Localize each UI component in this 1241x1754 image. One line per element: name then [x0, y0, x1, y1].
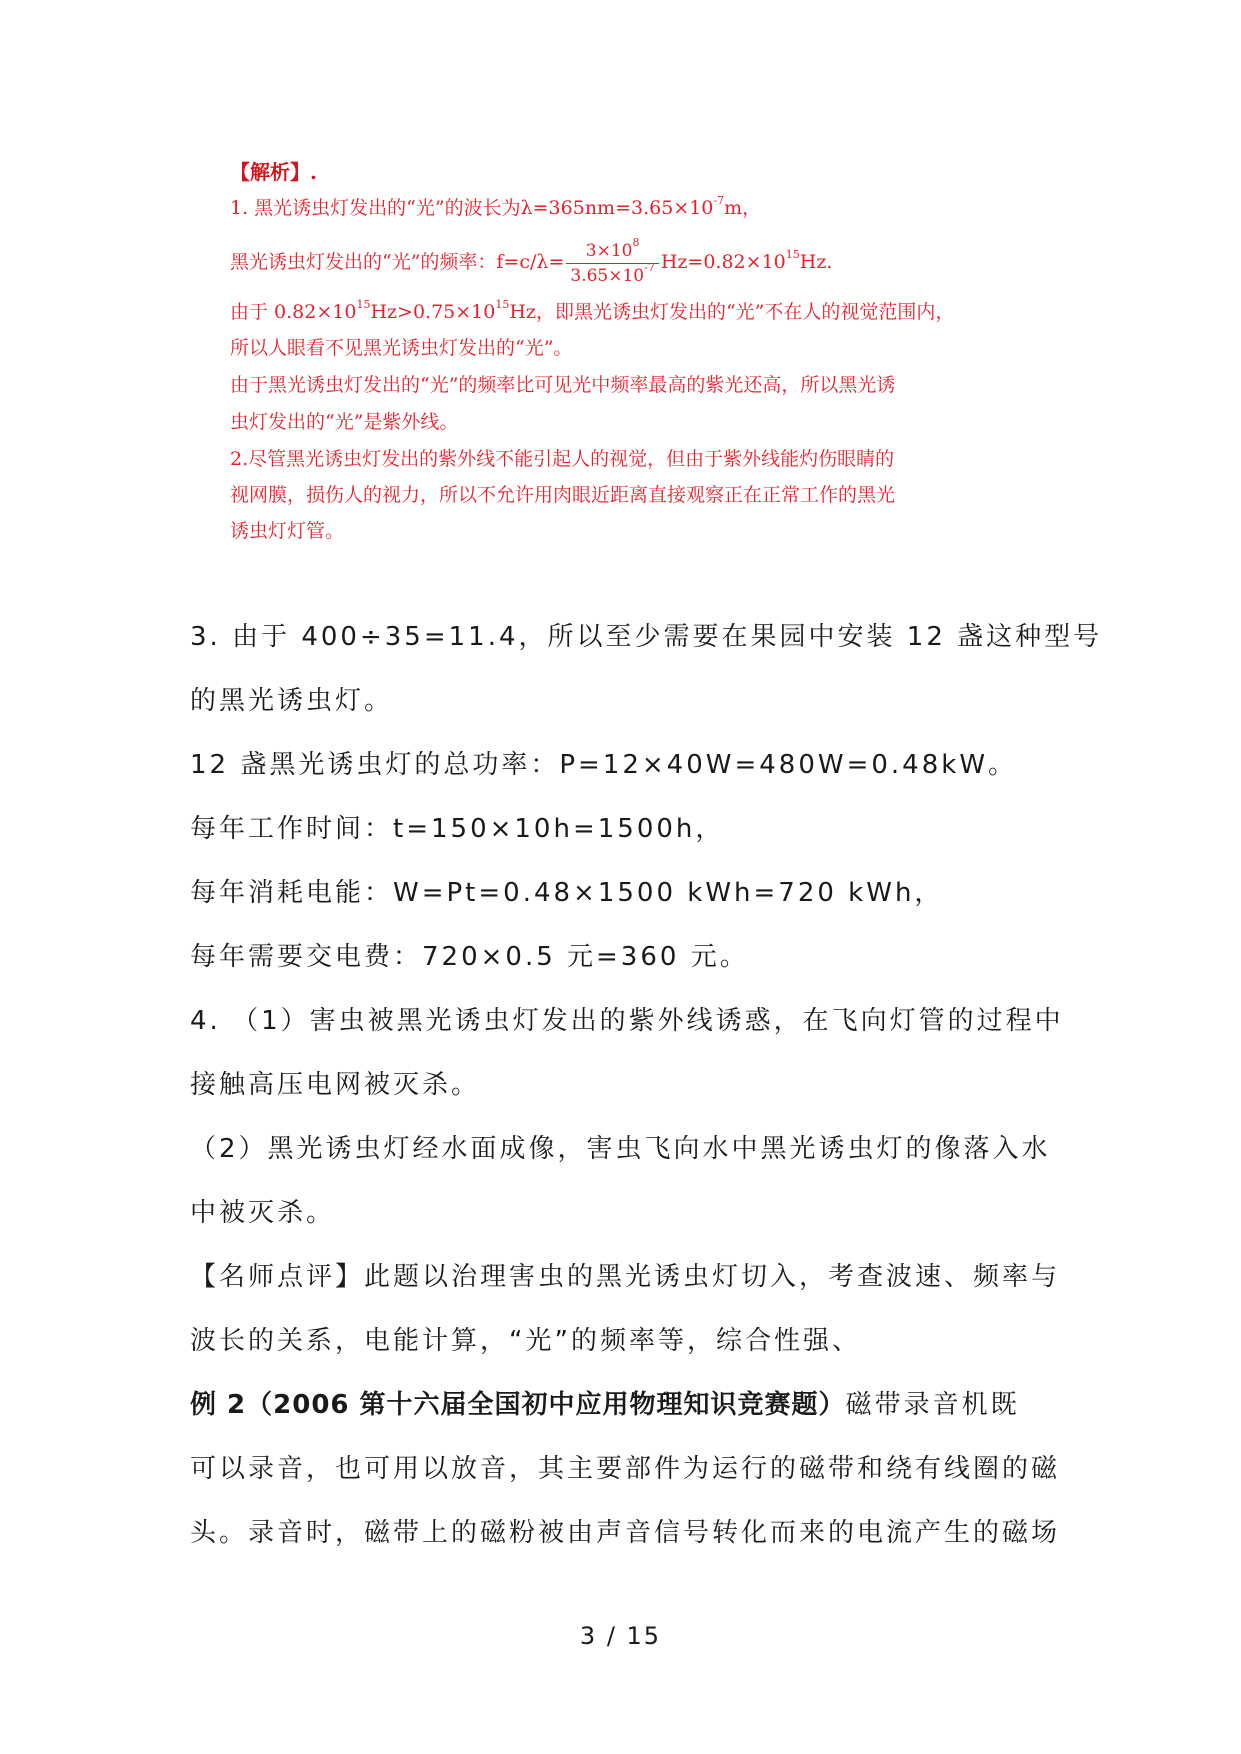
analysis-text: m， — [724, 197, 762, 219]
body-line-6: 每年需要交电费：720×0.5 元=360 元。 — [190, 942, 749, 972]
exponent: -7 — [713, 193, 725, 207]
exponent: 15 — [785, 247, 800, 261]
body-line-4: 每年工作时间：t=150×10h=1500h， — [190, 814, 725, 844]
analysis-line-1 — [230, 193, 762, 220]
frequency-fraction — [566, 235, 658, 286]
analysis-line-2 — [230, 232, 832, 292]
body-line-14: 可以录音，也可用以放音，其主要部件为运行的磁带和绕有线圈的磁 — [190, 1454, 1061, 1484]
analysis-heading: 【解析】. — [230, 160, 317, 184]
analysis-line-8: 视网膜，损伤人的视力，所以不允许用肉眼近距离直接观察正在正常工作的黑光 — [230, 484, 896, 506]
body-line-12: 波长的关系，电能计算，“光”的频率等，综合性强、 — [190, 1326, 861, 1356]
body-line-10: 中被灭杀。 — [190, 1198, 336, 1228]
body-line-11: 【名师点评】此题以治理害虫的黑光诱虫灯切入，考查波速、频率与 — [190, 1262, 1061, 1292]
analysis-line-4: 所以人眼看不见黑光诱虫灯发出的“光”。 — [230, 337, 573, 359]
body-line-15: 头。录音时，磁带上的磁粉被由声音信号转化而来的电流产生的磁场 — [190, 1518, 1061, 1548]
body-line-2: 的黑光诱虫灯。 — [190, 686, 394, 716]
body-line-9: （2）黑光诱虫灯经水面成像，害虫飞向水中黑光诱虫灯的像落入水 — [190, 1134, 1051, 1164]
analysis-line-3: 由于 $0.82\times 10^{15}Hz>0.75\times 10^{15}Hz$，即黑光诱虫灯发出的“光”不在人的视觉范围内， — [230, 297, 955, 323]
analysis-text: 1. 黑光诱虫灯发出的“光”的波长为λ=365nm=3.65×10 — [230, 197, 714, 219]
analysis-line-9: 诱虫灯灯管。 — [230, 520, 345, 542]
analysis-line-5: 由于黑光诱虫灯发出的“光”的频率比可见光中频率最高的紫光还高，所以黑光诱 — [230, 374, 896, 396]
body-line-3: 12 盏黑光诱虫灯的总功率：P=12×40W=480W=0.48kW。 — [190, 750, 1018, 780]
body-line-8: 接触高压电网被灭杀。 — [190, 1070, 481, 1100]
body-line-1: 3. 由于 400÷35=11.4，所以至少需要在果园中安装 12 盏这种型号 — [190, 622, 1103, 652]
analysis-text: Hz=0.82×10 — [660, 251, 786, 273]
analysis-line-7: 2.尽管黑光诱虫灯发出的紫外线不能引起人的视觉，但由于紫外线能灼伤眼睛的 — [230, 448, 895, 470]
body-line-7: 4. （1）害虫被黑光诱虫灯发出的紫外线诱惑，在飞向灯管的过程中 — [190, 1006, 1064, 1036]
fraction-denominator: $3.65\times 10^{-7}$ — [570, 260, 655, 286]
body-line-5: 每年消耗电能：W=Pt=0.48×1500 kWh=720 kWh， — [190, 878, 944, 908]
analysis-text: 黑光诱虫灯发出的“光”的频率：f=c/λ= — [230, 251, 565, 273]
example-heading: 例 2（2006 第十六届全国初中应用物理知识竞赛题） — [190, 1390, 846, 1420]
analysis-line-6: 虫灯发出的“光”是紫外线。 — [230, 411, 459, 433]
fraction-numerator: $3\times 10^8$ — [566, 241, 658, 264]
page-number: 3 / 15 — [579, 1622, 662, 1650]
body-line-13 — [190, 1388, 1020, 1422]
body-text-span: 磁带录音机既 — [845, 1390, 1020, 1420]
analysis-text: Hz. — [799, 251, 833, 273]
